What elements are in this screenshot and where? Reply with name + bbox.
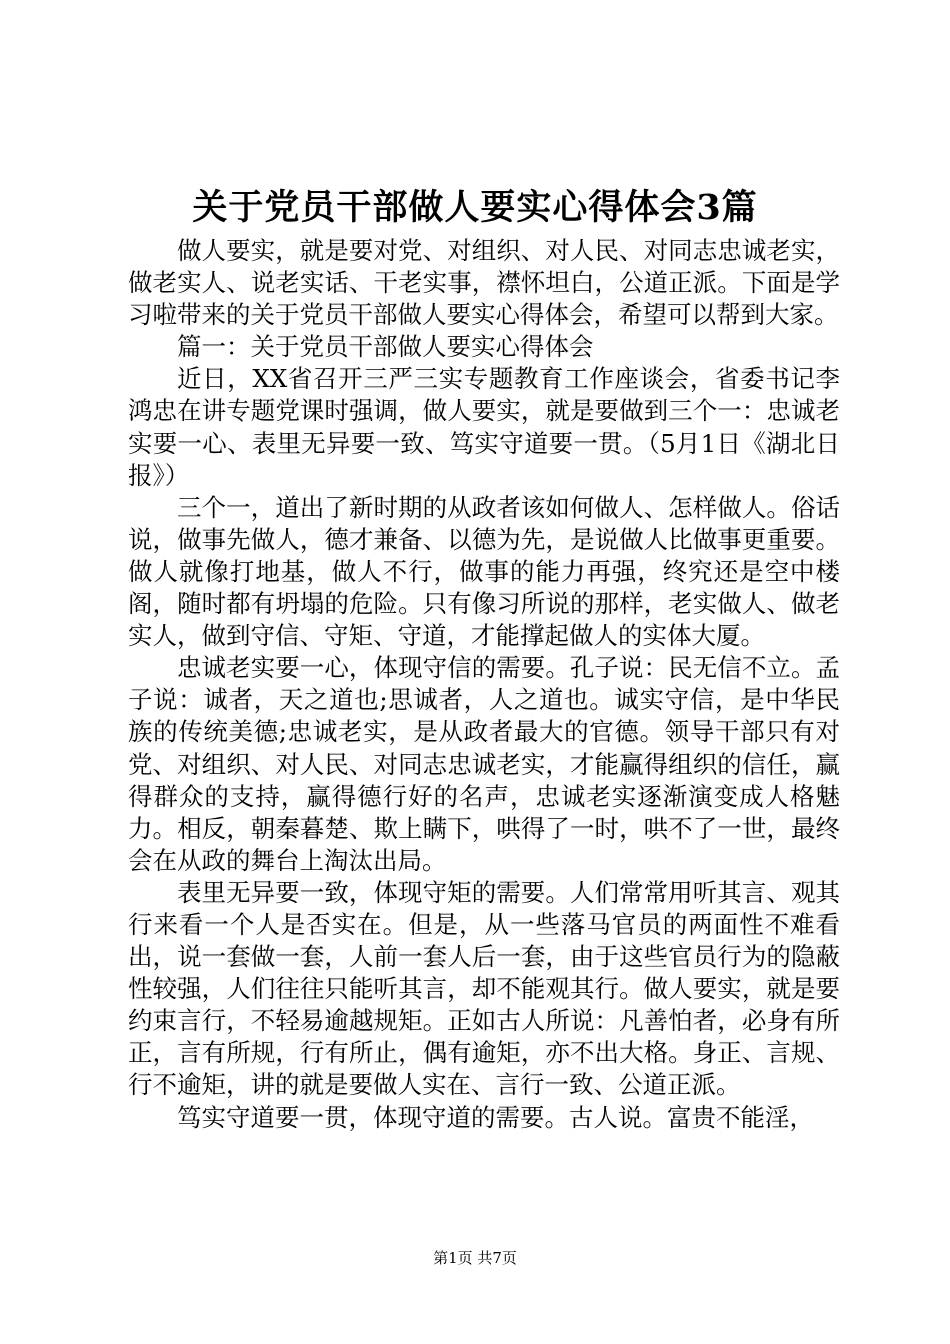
- paragraph-consistency: 表里无异要一致，体现守矩的需要。人们常常用听其言、观其行来看一个人是否实在。但是，从一些落马官员的两面性不难看出，说一套做一套，人前一套人后一套，由于这些官员行为的隐蔽性较强，人们往往只能听其言，却不能观其行。做人要实，就是要约束言行，不轻易逾越规矩。正如古人所说：凡善怕者，必身有所正，言有所规，行有所止，偶有逾矩，亦不出大格。身正、言规、行不逾矩，讲的就是要做人实在、言行一致、公道正派。: [128, 877, 840, 1100]
- paragraph-section-heading: 篇一：关于党员干部做人要实心得体会: [177, 332, 594, 362]
- paragraph-loyalty: 忠诚老实要一心，体现守信的需要。孔子说：民无信不立。孟子说：诚者，天之道也;思诚者，人之道也。诚实守信，是中华民族的传统美德;忠诚老实，是从政者最大的官德。领导干部只有对党、对组织、对人民、对同志忠诚老实，才能赢得组织的信任，赢得群众的支持，赢得德行好的名声，忠诚老实逐渐演变成人格魅力。相反，朝秦暮楚、欺上瞒下，哄得了一时，哄不了一世，最终会在从政的舞台上淘汰出局。: [128, 653, 840, 875]
- paragraph-principle: 笃实守道要一贯，体现守道的需要。古人说。富贵不能淫，: [177, 1102, 814, 1132]
- page-footer: 第1页 共7页: [433, 1249, 517, 1267]
- paragraph-three-ones: 三个一，道出了新时期的从政者该如何做人、怎样做人。俗话说，做事先做人，德才兼备、以德为先，是说做人比做事更重要。做人就像打地基，做人不行，做事的能力再强，终究还是空中楼阁，随时都有坍塌的危险。只有像习所说的那样，老实做人、做老实人，做到守信、守矩、守道，才能撑起做人的实体大厦。: [128, 492, 840, 651]
- paragraph-news: 近日，XX省召开三严三实专题教育工作座谈会，省委书记李鸿忠在讲专题党课时强调，做人要实，就是要做到三个一：忠诚老实要一心、表里无异要一致、笃实守道要一贯。（5月1日《湖北日报》）: [128, 364, 840, 490]
- document-body: [128, 235, 840, 1134]
- paragraph-intro: 做人要实，就是要对党、对组织、对人民、对同志忠诚老实，做老实人、说老实话、干老实事，襟怀坦白，公道正派。下面是学习啦带来的关于党员干部做人要实心得体会，希望可以帮到大家。: [128, 236, 840, 330]
- document-title: 关于党员干部做人要实心得体会3篇: [192, 187, 758, 228]
